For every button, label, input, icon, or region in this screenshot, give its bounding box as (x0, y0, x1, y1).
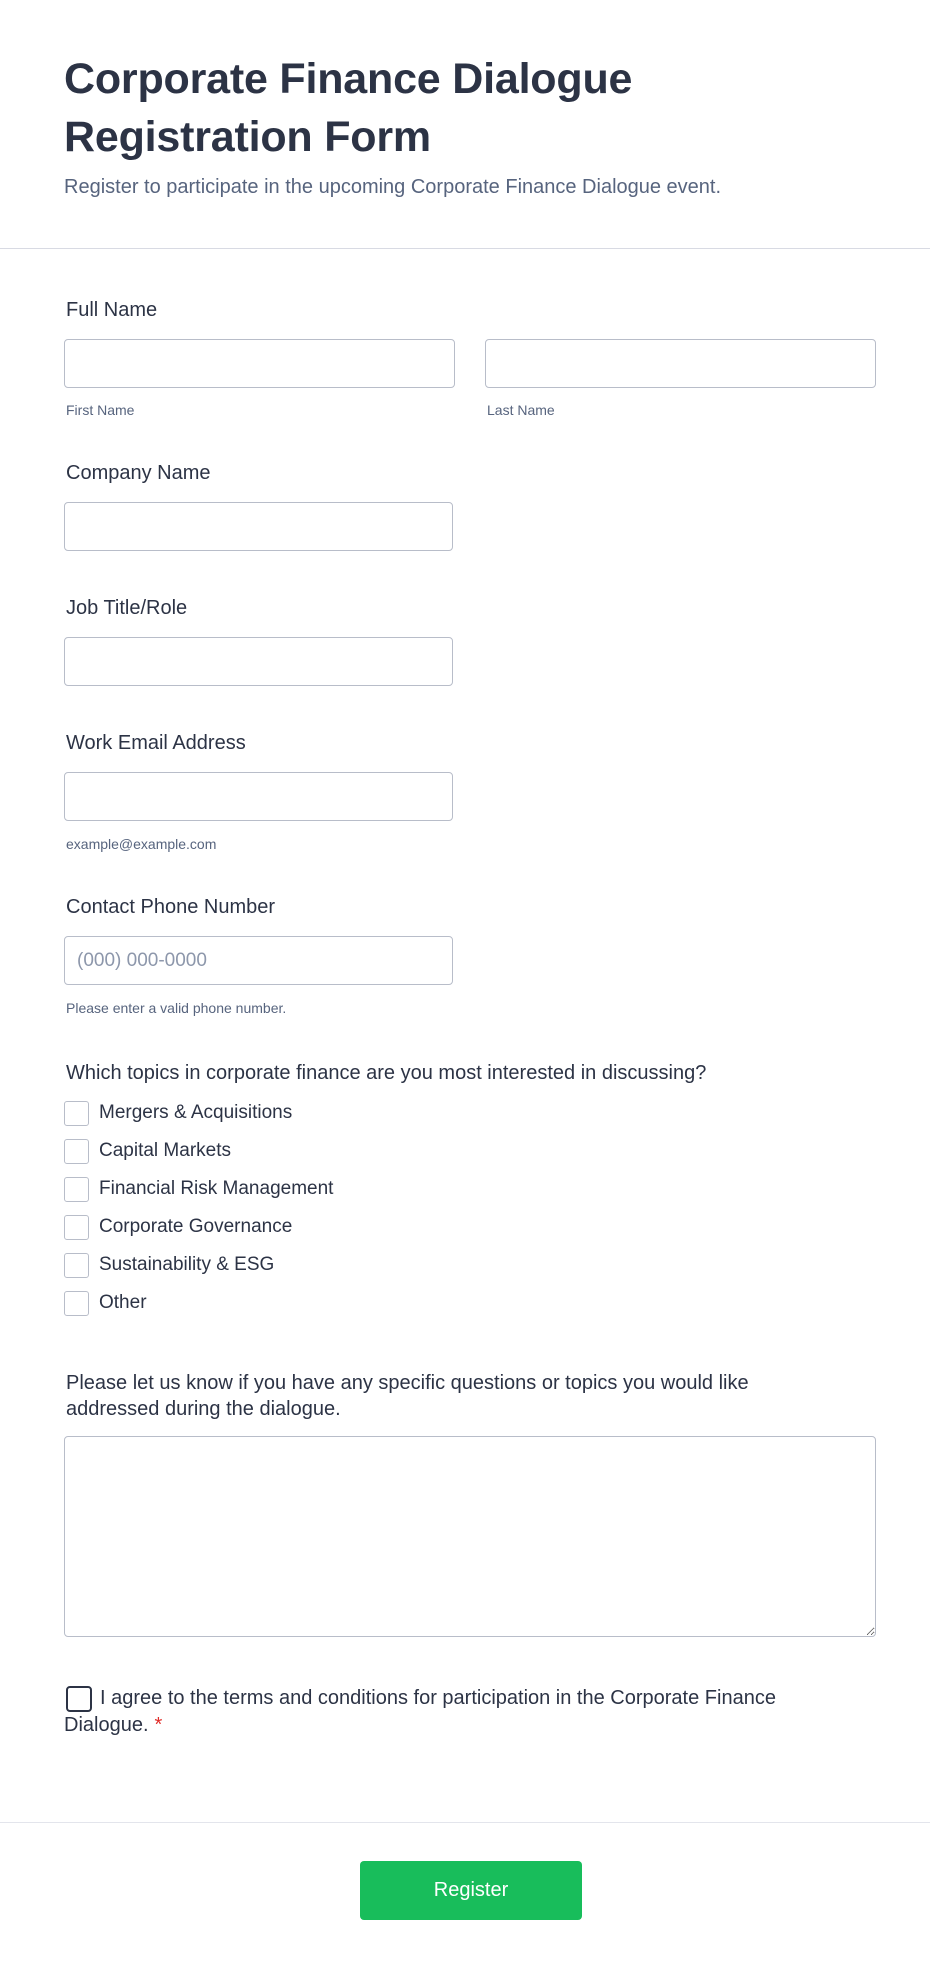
topic-checkbox[interactable] (64, 1253, 89, 1278)
first-name-sublabel: First Name (66, 402, 135, 418)
topics-checkbox-list (64, 1094, 866, 1322)
form-header (0, 0, 930, 249)
topic-option-label: Sustainability & ESG (99, 1254, 275, 1275)
work-email-field (64, 730, 866, 852)
full-name-label: Full Name (66, 299, 158, 321)
phone-field (64, 894, 866, 1016)
phone-label: Contact Phone Number (66, 896, 276, 918)
topic-option-label: Financial Risk Management (99, 1178, 334, 1199)
register-button[interactable]: Register (360, 1861, 582, 1920)
form-footer (0, 1822, 930, 1970)
topic-option[interactable] (64, 1246, 866, 1284)
topics-field (64, 1060, 866, 1322)
topic-option-label: Capital Markets (99, 1140, 231, 1161)
topic-checkbox[interactable] (64, 1291, 89, 1316)
last-name-sublabel: Last Name (487, 402, 555, 418)
company-name-input[interactable] (64, 502, 453, 551)
first-name-input[interactable] (64, 339, 455, 388)
questions-textarea[interactable] (64, 1436, 876, 1637)
agreement-checkbox[interactable] (66, 1686, 92, 1712)
topic-checkbox[interactable] (64, 1101, 89, 1126)
phone-sublabel: Please enter a valid phone number. (66, 1000, 287, 1016)
job-title-field (64, 595, 866, 686)
topic-option[interactable] (64, 1094, 866, 1132)
questions-field (64, 1370, 866, 1637)
topic-checkbox[interactable] (64, 1177, 89, 1202)
topic-option[interactable] (64, 1170, 866, 1208)
work-email-sublabel: example@example.com (66, 836, 217, 852)
topics-label: Which topics in corporate finance are you most interested in discussing? (66, 1062, 707, 1084)
registration-form (0, 297, 930, 1739)
company-name-label: Company Name (66, 462, 211, 484)
company-name-field (64, 460, 866, 551)
topic-checkbox[interactable] (64, 1215, 89, 1240)
last-name-input[interactable] (485, 339, 876, 388)
topic-option[interactable] (64, 1284, 866, 1322)
work-email-label: Work Email Address (66, 732, 246, 754)
full-name-field (64, 297, 866, 418)
job-title-input[interactable] (64, 637, 453, 686)
agreement-field (64, 1685, 784, 1739)
topic-checkbox[interactable] (64, 1139, 89, 1164)
topic-option-label: Corporate Governance (99, 1216, 293, 1237)
last-name-group (485, 339, 876, 418)
topic-option-label: Mergers & Acquisitions (99, 1102, 293, 1123)
topic-option[interactable] (64, 1208, 866, 1246)
topic-option-label: Other (99, 1292, 147, 1313)
phone-input[interactable] (64, 936, 453, 985)
first-name-group (64, 339, 455, 418)
page-subtitle: Register to participate in the upcoming Corporate Finance Dialogue event. (64, 176, 722, 198)
questions-label: Please let us know if you have any specific questions or topics you would like addressed during the dialogue. (66, 1372, 749, 1420)
topic-option[interactable] (64, 1132, 866, 1170)
page-title: Corporate Finance Dialogue Registration Form (64, 55, 633, 161)
agreement-label: I agree to the terms and conditions for participation in the Corporate Finance Dialogue. (64, 1687, 776, 1736)
job-title-label: Job Title/Role (66, 597, 188, 619)
work-email-input[interactable] (64, 772, 453, 821)
required-asterisk: * (154, 1714, 163, 1736)
